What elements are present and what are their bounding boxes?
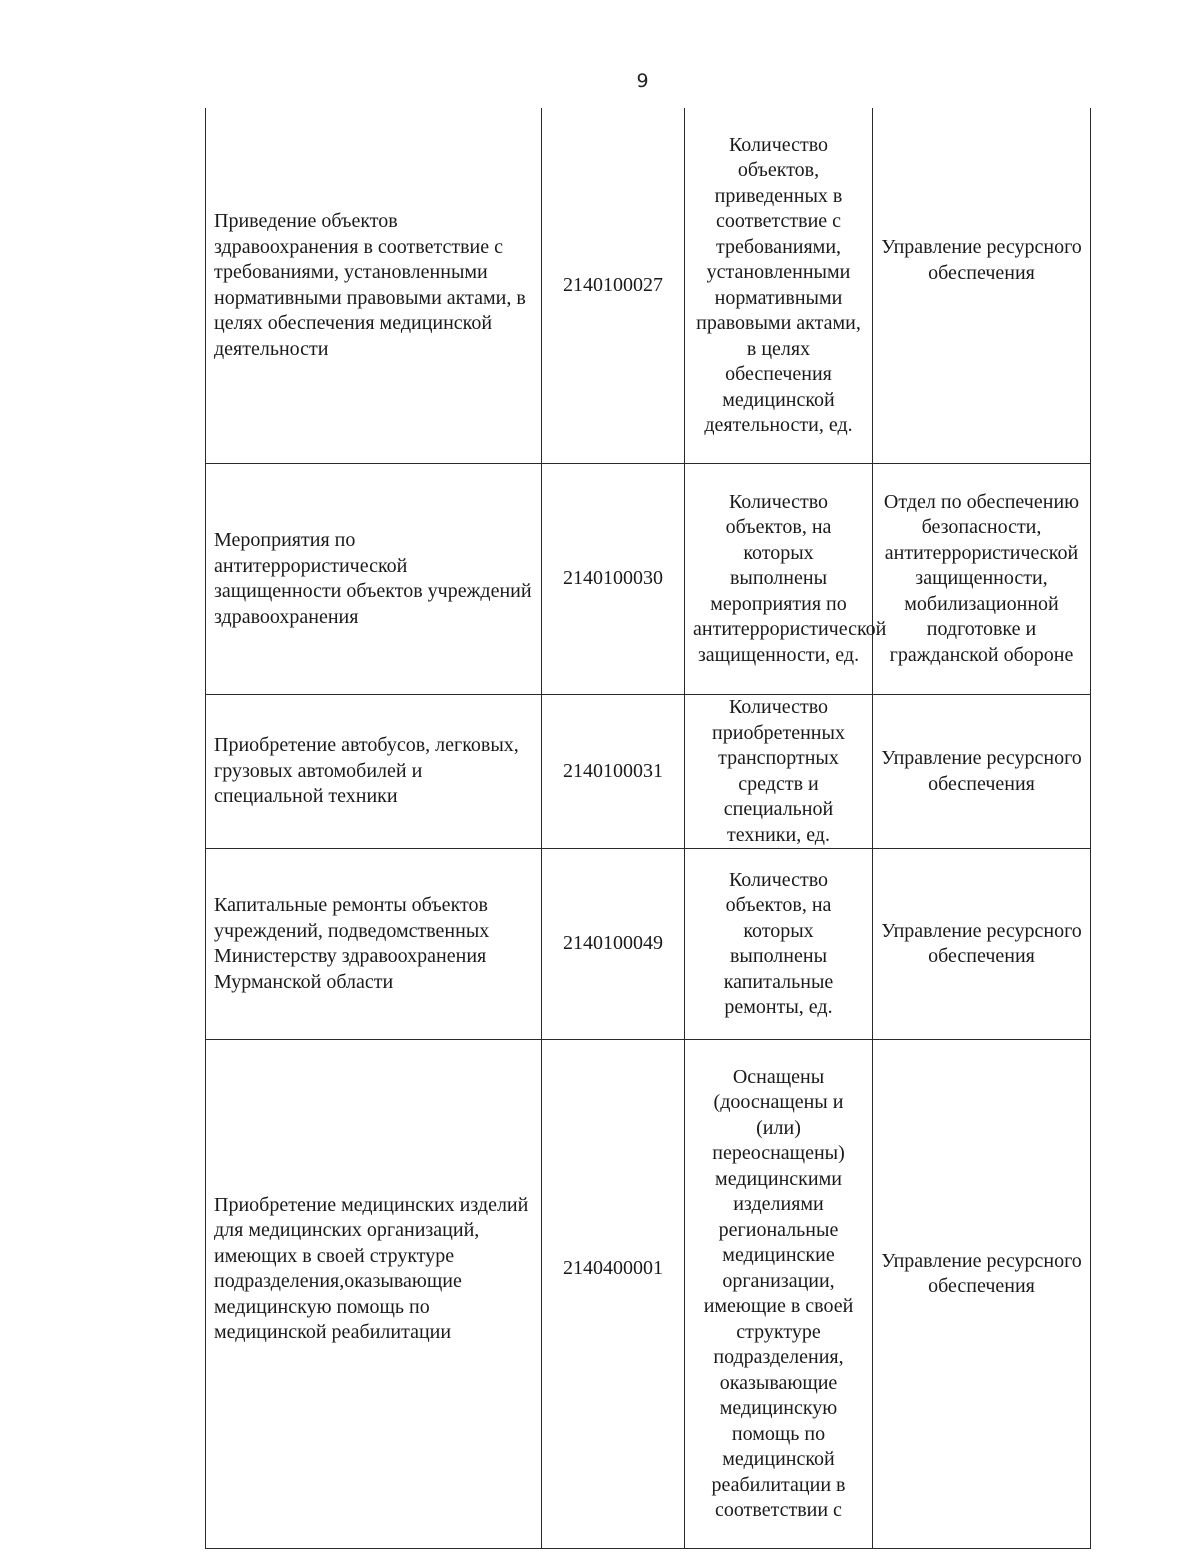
measure-name-cell: Приобретение медицинских изделий для медицинских организаций, имеющих в своей структуре подразделения,оказывающие медицинскую помощь по медицинской реабилитации <box>206 1040 542 1549</box>
measure-name-cell: Капитальные ремонты объектов учреждений, подведомственных Министерству здравоохранения Мурманской области <box>206 849 542 1040</box>
measure-name-cell: Мероприятия по антитеррористической защищенности объектов учреждений здравоохранения <box>206 464 542 695</box>
indicator-cell: Оснащены (дооснащены и (или) переоснащены) медицинскими изделиями региональные медицинские организации, имеющие в своей структуре подразделения, оказывающие медицинскую помощь по медицинской реабилитации в соответствии с <box>685 1040 873 1549</box>
budget-code-cell: 2140100049 <box>542 849 685 1040</box>
table-row <box>206 695 1091 849</box>
measures-table <box>205 108 1091 1549</box>
responsible-cell: Управление ресурсного обеспечения <box>873 1040 1091 1549</box>
budget-code-cell: 2140100031 <box>542 695 685 849</box>
measure-name-cell: Приведение объектов здравоохранения в соответствие с требованиями, установленными нормативными правовыми актами, в целях обеспечения медицинской деятельности <box>206 108 542 464</box>
indicator-cell: Количество объектов, приведенных в соответствие с требованиями, установленными нормативными правовыми актами, в целях обеспечения медицинской деятельности, ед. <box>685 108 873 464</box>
budget-code-cell: 2140400001 <box>542 1040 685 1549</box>
page-number: 9 <box>636 70 649 92</box>
responsible-cell: Отдел по обеспечению безопасности, антитеррористической защищенности, мобилизационной подготовке и гражданской обороне <box>873 464 1091 695</box>
responsible-cell: Управление ресурсного обеспечения <box>873 695 1091 849</box>
responsible-cell: Управление ресурсного обеспечения <box>873 849 1091 1040</box>
table-row <box>206 464 1091 695</box>
indicator-cell: Количество объектов, на которых выполнены мероприятия по антитеррористической защищенности, ед. <box>685 464 873 695</box>
table-row <box>206 849 1091 1040</box>
responsible-cell: Управление ресурсного обеспечения <box>873 108 1091 464</box>
budget-code-cell: 2140100027 <box>542 108 685 464</box>
measure-name-cell: Приобретение автобусов, легковых, грузовых автомобилей и специальной техники <box>206 695 542 849</box>
table-row <box>206 108 1091 464</box>
indicator-cell: Количество объектов, на которых выполнены капитальные ремонты, ед. <box>685 849 873 1040</box>
budget-code-cell: 2140100030 <box>542 464 685 695</box>
table-row <box>206 1040 1091 1549</box>
indicator-cell: Количество приобретенных транспортных средств и специальной техники, ед. <box>685 695 873 849</box>
